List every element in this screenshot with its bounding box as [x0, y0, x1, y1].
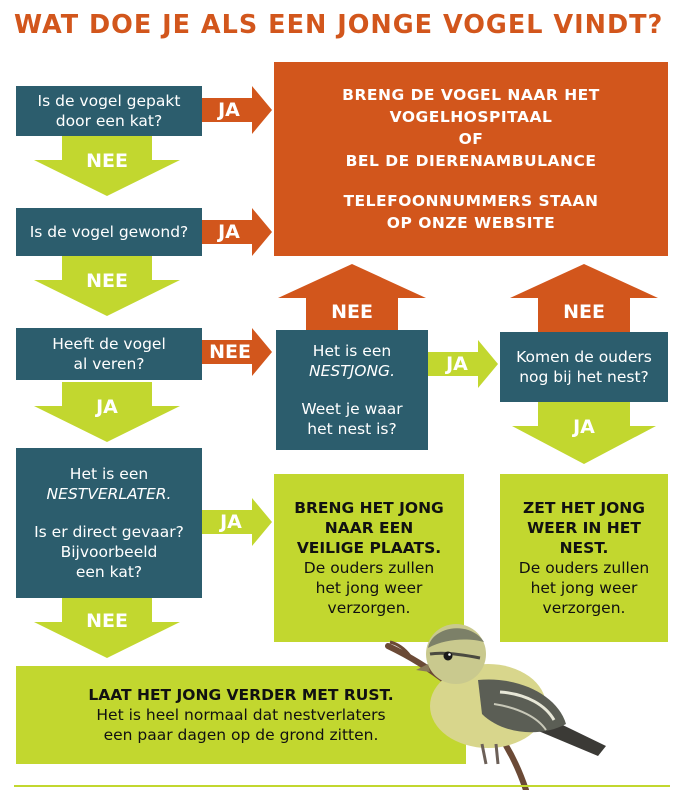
- label-nee-4: NEE: [86, 610, 128, 632]
- question-fledgling-line1: Het is een: [69, 465, 149, 483]
- question-nestling-line2: NESTJONG.: [309, 362, 395, 380]
- action-hospital-line3: OF: [458, 130, 484, 148]
- label-nee-nestling: NEE: [331, 301, 373, 323]
- question-cat-line2: door een kat?: [55, 112, 163, 130]
- question-fledgling-line3: Is er direct gevaar?: [34, 523, 184, 541]
- action-safe-place-line4: De ouders zullen: [303, 559, 435, 577]
- bottom-rule: [14, 785, 670, 787]
- action-back-nest-line1: ZET HET JONG: [523, 499, 645, 517]
- label-ja-cat: JA: [218, 99, 240, 121]
- question-fledgling-line4: Bijvoorbeeld: [60, 543, 158, 561]
- question-cat-line1: Is de vogel gepakt: [37, 92, 181, 110]
- question-feathers-line1: Heeft de vogel: [52, 335, 166, 353]
- label-ja-wounded: JA: [218, 221, 240, 243]
- action-hospital-line4: BEL DE DIERENAMBULANCE: [345, 152, 597, 170]
- question-nestling-line1: Het is een: [312, 342, 392, 360]
- action-safe-place-line5: het jong weer: [315, 579, 423, 597]
- bird-eye-highlight: [448, 653, 451, 656]
- action-back-nest-line4: De ouders zullen: [518, 559, 650, 577]
- action-leave-line1: LAAT HET JONG VERDER MET RUST.: [88, 686, 394, 704]
- question-fledgling: [16, 448, 202, 598]
- label-nee-parents: NEE: [563, 301, 605, 323]
- action-back-nest-line2: WEER IN HET: [527, 519, 641, 537]
- action-back-nest-line3: NEST.: [559, 539, 609, 557]
- question-nestling: [276, 330, 428, 450]
- action-safe-place-line1: BRENG HET JONG: [294, 499, 444, 517]
- action-hospital: [274, 62, 668, 256]
- question-wounded: [16, 208, 202, 256]
- action-safe-place-line2: NAAR EEN: [324, 519, 414, 537]
- action-leave-line3: een paar dagen op de grond zitten.: [103, 726, 379, 744]
- question-nestling-line3: Weet je waar: [301, 400, 403, 418]
- question-nestling-line4: het nest is?: [307, 420, 397, 438]
- question-feathers-line2: al veren?: [73, 355, 145, 373]
- label-nee-1: NEE: [86, 150, 128, 172]
- action-leave-line2: Het is heel normaal dat nestverlaters: [96, 706, 386, 724]
- action-hospital-line5: TELEFOONNUMMERS STAAN: [343, 192, 599, 210]
- label-nee-feathers: NEE: [209, 341, 251, 363]
- label-ja-parents: JA: [573, 416, 595, 438]
- label-ja-3: JA: [96, 396, 118, 418]
- question-parents: [500, 332, 668, 402]
- question-fledgling-line5: een kat?: [75, 563, 143, 581]
- question-cat: [16, 86, 202, 136]
- action-safe-place-line3: VEILIGE PLAATS.: [296, 539, 442, 557]
- bird-eye: [444, 652, 453, 661]
- label-ja-nestling: JA: [446, 353, 468, 375]
- action-hospital-line2: VOGELHOSPITAAL: [389, 108, 553, 126]
- question-parents-line1: Komen de ouders: [516, 348, 652, 366]
- bird-illustration: [370, 596, 670, 790]
- action-back-nest-line6: verzorgen.: [542, 599, 626, 617]
- action-safe-place-line6: verzorgen.: [327, 599, 411, 617]
- question-wounded-line1: Is de vogel gewond?: [29, 223, 189, 241]
- page-title: WAT DOE JE ALS EEN JONGE VOGEL VINDT?: [14, 10, 664, 40]
- action-back-nest-line5: het jong weer: [530, 579, 638, 597]
- action-hospital-line6: OP ONZE WEBSITE: [386, 214, 556, 232]
- action-hospital-line1: BRENG DE VOGEL NAAR HET: [342, 86, 600, 104]
- question-feathers: [16, 328, 202, 380]
- question-parents-line2: nog bij het nest?: [519, 368, 649, 386]
- label-ja-fledgling: JA: [220, 511, 242, 533]
- question-fledgling-line2: NESTVERLATER.: [46, 485, 172, 503]
- label-nee-2: NEE: [86, 270, 128, 292]
